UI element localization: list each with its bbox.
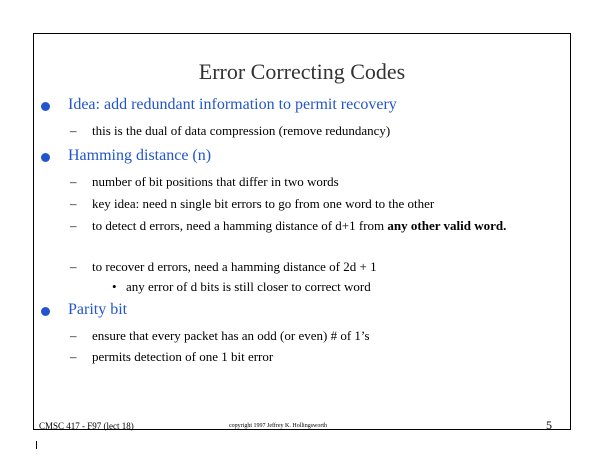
sub-item-text: permits detection of one 1 bit error <box>92 349 274 364</box>
dash-icon: – <box>70 259 77 274</box>
bullet-dot-icon <box>41 102 50 111</box>
sub-item-bold-text: any other valid word. <box>387 218 507 233</box>
dash-icon: – <box>70 196 77 211</box>
sub-item-text: number of bit positions that differ in two words <box>92 174 339 189</box>
slide-title: Error Correcting Codes <box>198 59 406 84</box>
sub-item <box>70 122 542 139</box>
dash-icon: – <box>70 174 77 189</box>
footer-copyright: copyright 1997 Jeffrey K. Hollingsworth <box>229 423 328 429</box>
dash-icon: – <box>70 218 77 233</box>
sub-item-text: ensure that every packet has an odd (or even) # of 1’s <box>92 328 370 343</box>
sub-item <box>70 327 542 344</box>
sub-item <box>70 195 542 212</box>
small-bullet-icon: • <box>112 279 117 294</box>
sub-item <box>70 173 542 190</box>
sub-item <box>70 348 542 365</box>
dash-icon: – <box>70 328 77 343</box>
slide <box>33 33 571 430</box>
bullet-text: Parity bit <box>68 301 128 318</box>
sub-sub-item <box>112 279 371 295</box>
sub-item <box>70 217 512 234</box>
bullet-dot-icon <box>41 307 50 316</box>
bullet-idea <box>68 96 397 114</box>
dash-icon: – <box>70 349 77 364</box>
bullet-hamming <box>68 147 211 165</box>
sub-item-text: to detect d errors, need a hamming distance of d+1 from <box>92 218 388 233</box>
page-number: 5 <box>546 418 552 432</box>
bullet-parity <box>68 301 127 319</box>
sub-item-text: key idea: need n single bit errors to go from one word to the other <box>92 196 435 211</box>
slide-content <box>34 34 570 429</box>
footer-course: CMSC 417 - F97 (lect 18) <box>39 421 134 431</box>
sub-sub-item-text: any error of d bits is still closer to correct word <box>126 279 371 294</box>
bullet-text: Idea: add redundant information to permit recovery <box>68 96 397 113</box>
dash-icon: – <box>70 123 77 138</box>
sub-item-text: to recover d errors, need a hamming distance of 2d + 1 <box>92 259 377 274</box>
bullet-dot-icon <box>41 153 50 162</box>
bullet-text: Hamming distance (n) <box>68 147 212 164</box>
sub-item-text: this is the dual of data compression (remove redundancy) <box>92 123 391 138</box>
sub-item <box>70 258 542 275</box>
corner-mark <box>36 441 37 449</box>
